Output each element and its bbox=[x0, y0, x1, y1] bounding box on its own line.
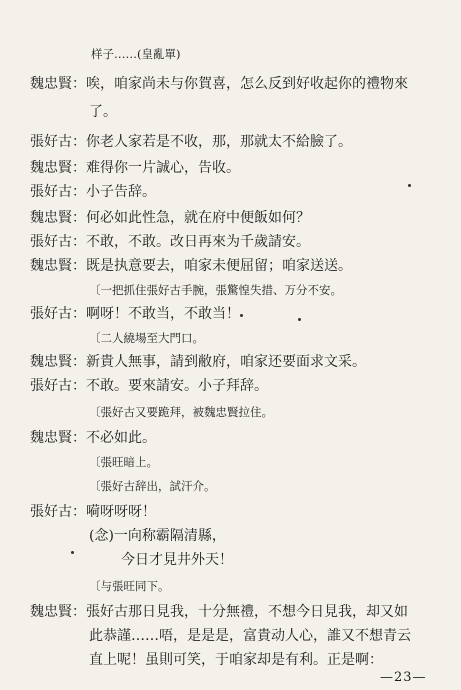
dialogue-line bbox=[30, 210, 310, 226]
stage-direction: 〔張好古又要跪拜，被魏忠賢拉住。 bbox=[89, 405, 273, 419]
print-speck bbox=[240, 314, 243, 317]
dialogue-line bbox=[30, 430, 156, 446]
speaker-label: 張好古： bbox=[30, 378, 86, 394]
stage-direction: 〔二人繞場至大門口。 bbox=[89, 331, 204, 345]
speaker-label: 魏忠賢： bbox=[30, 604, 86, 620]
dialogue-continuation: 此恭謹……唔，是是是，富貴动人心，誰又不想青云 bbox=[89, 628, 411, 644]
dialogue-text: 何必如此性急，就在府中便飯如何？ bbox=[86, 210, 310, 226]
dialogue-text: 不必如此。 bbox=[86, 430, 156, 446]
dialogue-line bbox=[30, 76, 408, 92]
stage-direction: 〔張好古辞出，試汗介。 bbox=[89, 479, 216, 493]
dialogue-continuation: 直上呢！虽則可笑，于咱家却是有利。正是啊： bbox=[89, 652, 383, 668]
speaker-label: 魏忠賢： bbox=[30, 430, 86, 446]
speaker-label: 張好古： bbox=[30, 134, 86, 150]
dialogue-text: 新貴人無事，請到敝府，咱家还要面求文采。 bbox=[86, 354, 366, 370]
dialogue-text: 难得你一片誠心，告收。 bbox=[86, 160, 240, 176]
speaker-label: 魏忠賢： bbox=[30, 354, 86, 370]
dialogue-line bbox=[30, 354, 366, 370]
stage-direction: 〔張旺暗上。 bbox=[89, 455, 158, 469]
dialogue-text: 既是执意要去，咱家未便屈留；咱家送送。 bbox=[86, 258, 352, 274]
dialogue-line bbox=[30, 378, 268, 394]
speaker-label: 魏忠賢： bbox=[30, 160, 86, 176]
dialogue-text: 不敢。要來請安。小子拜辞。 bbox=[86, 378, 268, 394]
dialogue-text: 不敢，不敢。改日再來为千歲請安。 bbox=[86, 234, 310, 250]
stage-direction: 〔与張旺同下。 bbox=[89, 579, 170, 593]
dialogue-line bbox=[30, 160, 240, 176]
dialogue-line bbox=[30, 258, 352, 274]
dialogue-line bbox=[30, 234, 310, 250]
speaker-label: 張好古： bbox=[30, 306, 86, 322]
dialogue-text: 唉，咱家尚未与你賀喜，怎么反到好收起你的禮物來 bbox=[86, 76, 408, 92]
verse-line: 今日才見井外天！ bbox=[121, 552, 233, 568]
speaker-label: 魏忠賢： bbox=[30, 258, 86, 274]
print-speck bbox=[408, 184, 411, 187]
verse-line: (念)一向称霸隔清縣， bbox=[89, 528, 226, 544]
dialogue-line bbox=[30, 134, 352, 150]
dialogue-text: 你老人家若是不收，那，那就太不給臉了。 bbox=[86, 134, 352, 150]
dialogue-line bbox=[30, 604, 408, 620]
speaker-label: 張好古： bbox=[30, 184, 86, 200]
dialogue-text: 啊呀！不敢当，不敢当！ bbox=[86, 306, 240, 322]
dialogue-text: 嗬呀呀呀！ bbox=[86, 504, 156, 520]
dialogue-line bbox=[30, 306, 240, 322]
dialogue-line bbox=[30, 504, 156, 520]
stage-direction: 样子……(皇亂單) bbox=[91, 47, 181, 61]
dialogue-text: 小子告辞。 bbox=[86, 184, 156, 200]
speaker-label: 魏忠賢： bbox=[30, 76, 86, 92]
print-speck bbox=[71, 551, 74, 554]
page-number: —23— bbox=[380, 670, 427, 685]
dialogue-line bbox=[30, 184, 156, 200]
print-speck bbox=[298, 318, 301, 321]
speaker-label: 魏忠賢： bbox=[30, 210, 86, 226]
dialogue-continuation: 了。 bbox=[89, 104, 117, 120]
stage-direction: 〔一把抓住張好古手腕，張驚惶失措、万分不安。 bbox=[89, 283, 342, 297]
dialogue-text: 張好古那日見我，十分無禮，不想今日見我，却又如 bbox=[86, 604, 408, 620]
speaker-label: 張好古： bbox=[30, 504, 86, 520]
speaker-label: 張好古： bbox=[30, 234, 86, 250]
